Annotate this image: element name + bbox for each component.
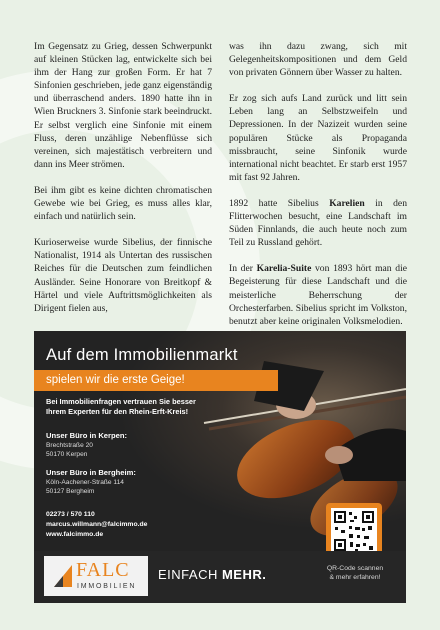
ad-intro-text [46, 397, 306, 417]
ad-headline: Auf dem Immobilienmarkt [46, 346, 238, 364]
office-kerpen [46, 431, 127, 459]
falc-logo [44, 556, 148, 596]
qr-caption-line: QR-Code scannen [326, 565, 384, 572]
emphasis-karelien: Karelien [329, 197, 365, 209]
article-paragraph: Kurioserweise wurde Sibelius, der finnische Nationalist, 1914 als Untertan des russischen Reiches für die Deutschen zum feindlichen Ausländer. Seine Honorare von Breitkopf & Härtel und viele Auftrittsmöglichkeiten als Dirigent fielen aus, [34, 237, 212, 314]
ad-banner: spielen wir die erste Geige! [34, 370, 278, 391]
falc-logo-mark [52, 563, 74, 589]
phone-number[interactable]: 02273 / 570 110 [46, 511, 95, 518]
logo-subtitle: IMMOBILIEN [77, 583, 137, 590]
article-paragraph: Im Gegensatz zu Grieg, dessen Schwerpunkt auf kleinen Stücken lag, entwickelte sich bei ihm der Hang zur großen Form. Er hat 7 Sinfonien geschrieben, jede ganz eigenständig und überraschend anders. 1890 hatte ihn in Wien Bruckners 3. Sinfonie stark beeindruckt. Er selbst verglich eine Sinfonie mit einem Fluss, deren unzählige Nebenflüsse sich vereinen, sich majestätisch verbreitern und dann ins Meer strömen. [34, 41, 212, 170]
ad-footer-bar [34, 551, 406, 603]
office-heading: Unser Büro in Bergheim: [46, 468, 136, 477]
qr-caption [310, 564, 400, 582]
text: In der [229, 263, 257, 275]
slogan-emphasis: MEHR. [221, 567, 267, 582]
emphasis-karelia-suite: Karelia-Suite [256, 263, 312, 275]
article-paragraph: Er zog sich aufs Land zurück und litt sein Leben lang an Selbstzweifeln und Depressionen. In der Nazizeit wurden seine populären Stücke als Propaganda missbraucht, seine Sinfonik wurde international nicht beachtet. Er starb erst 1957 mit fast 92 Jahren. [229, 93, 407, 183]
article-paragraph [229, 262, 407, 327]
office-city: 50170 Kerpen [46, 451, 88, 458]
article-right-column [229, 40, 407, 341]
email-link[interactable]: marcus.willmann@falcimmo.de [46, 521, 148, 528]
contact-info [46, 510, 147, 540]
qr-code-icon [331, 508, 377, 554]
qr-caption-line: & mehr erfahren! [329, 574, 381, 581]
slogan-text: EINFACH [158, 567, 222, 582]
ad-intro-line: Bei Immobilienfragen vertrauen Sie besser [46, 397, 196, 406]
office-city: 50127 Bergheim [46, 488, 95, 495]
text: 1892 hatte Sibelius [229, 197, 330, 209]
ad-intro-line: Ihrem Experten für den Rhein-Erft-Kreis! [46, 407, 189, 416]
text: von 1893 hört man die Begeisterung für diese Landschaft und die meisterliche Beherrschung der Orchesterfarben. Sibelius spricht im Volkston, benutzt aber keine originalen Volksmelodien. [229, 263, 407, 327]
logo-wordmark: FALC [76, 559, 130, 581]
office-street: Köln-Aachener-Straße 114 [46, 479, 124, 486]
ad-slogan [158, 567, 266, 582]
article-paragraph: was ihn dazu zwang, sich mit Gelegenheitskompositionen und dem Geld von privaten Gönnern über Wasser zu halten. [229, 41, 407, 79]
article-left-column [34, 40, 212, 328]
website-link[interactable]: www.falcimmo.de [46, 531, 104, 538]
article-paragraph: Bei ihm gibt es keine dichten chromatischen Gewebe wie bei Grieg, es muss alles klar, einfach und natürlich sein. [34, 184, 212, 223]
article-paragraph [229, 197, 407, 249]
real-estate-advertisement [34, 331, 406, 603]
office-bergheim [46, 468, 136, 496]
office-street: Brechtstraße 20 [46, 442, 93, 449]
text: in den Flitterwochen besucht, eine Landschaft im Süden Finnlands, die auch heute noch zum Teil zu Russland gehört. [229, 197, 407, 249]
office-heading: Unser Büro in Kerpen: [46, 431, 128, 440]
